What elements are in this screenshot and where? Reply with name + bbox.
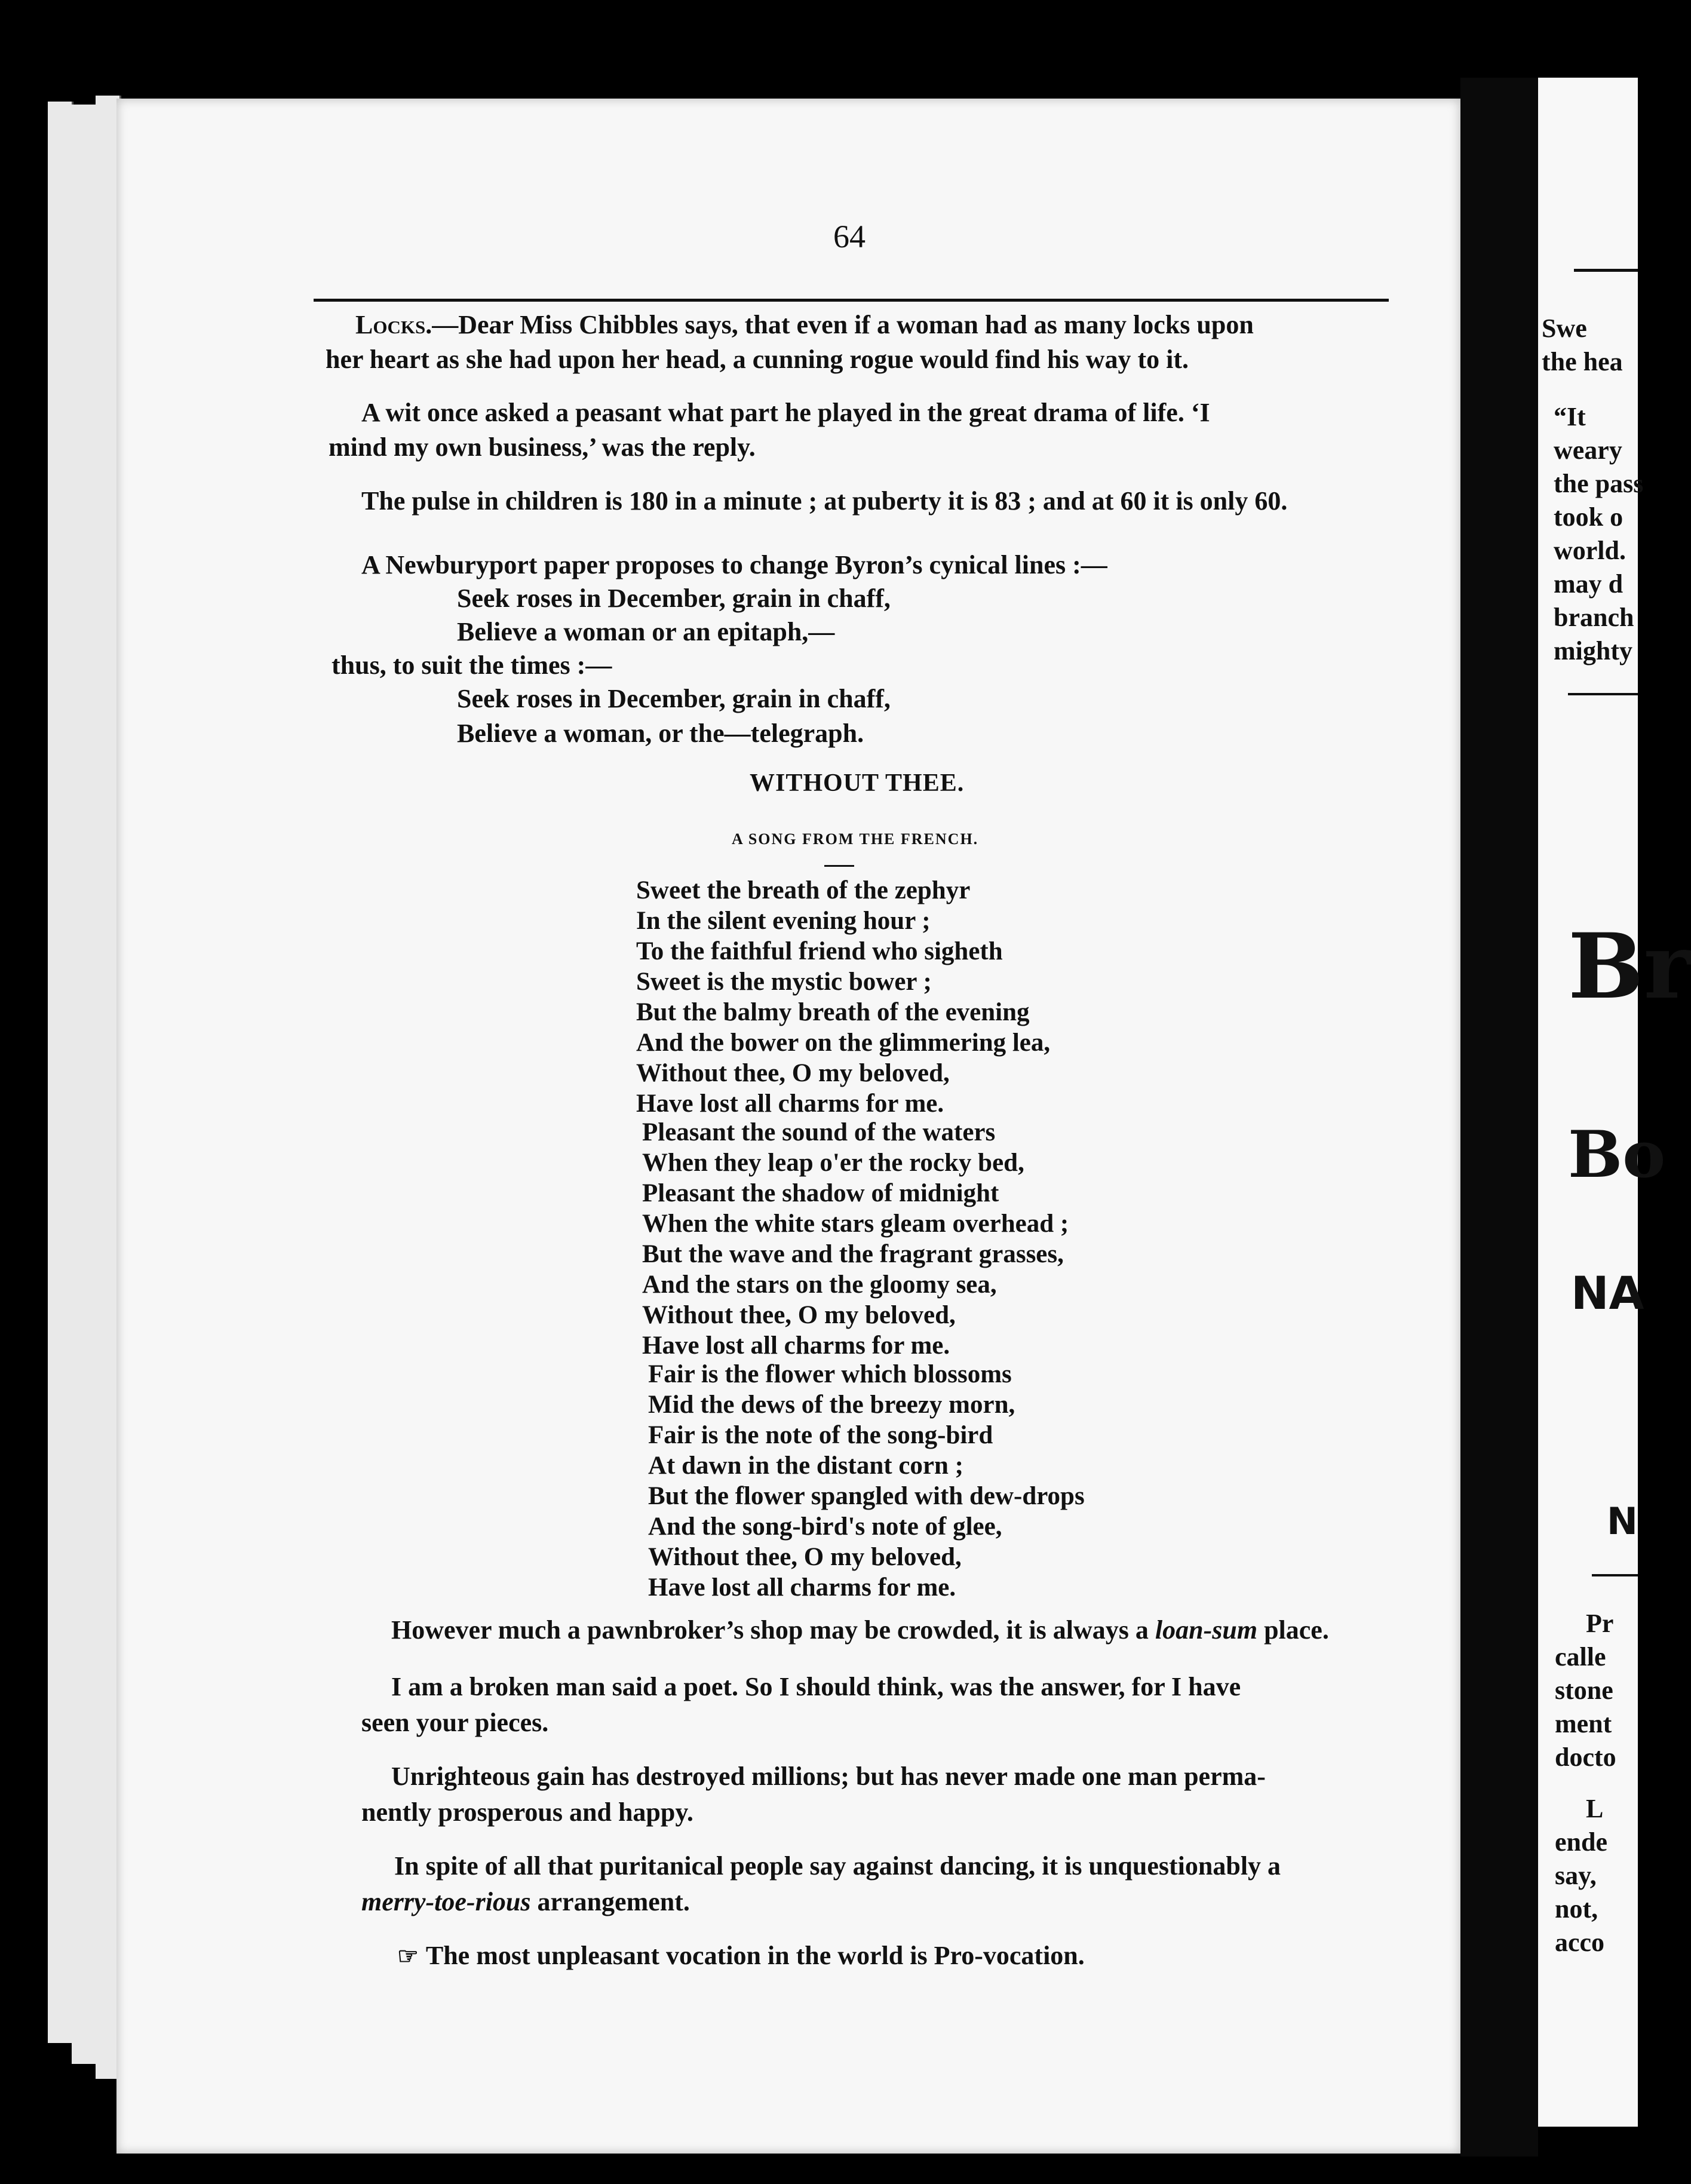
right-heading-2: Bo [1568,1117,1666,1192]
locks-paragraph-line1: Locks.—Dear Miss Chibbles says, that even if a woman had as many locks upon [355,310,1254,339]
newburyport-verse-1: Seek roses in December, grain in chaff, [457,584,891,613]
right-line: world. [1554,536,1626,565]
right-line: the hea [1542,347,1623,376]
newburyport-intro: A Newburyport paper proposes to change Byron’s cynical lines :— [361,550,1107,579]
wit-paragraph-line2: mind my own business,’ was the reply. [329,432,756,462]
right-line: L [1586,1794,1604,1823]
wit-paragraph-line1: A wit once asked a peasant what part he played in the great drama of life. ‘I [361,398,1210,427]
verse-line: Without thee, O my beloved, [636,1059,950,1087]
verse-line: Fair is the flower which blossoms [648,1360,1012,1388]
verse-line: Have lost all charms for me. [648,1573,956,1602]
verse-line: And the stars on the gloomy sea, [642,1271,997,1299]
pulse-paragraph: The pulse in children is 180 in a minute ; at puberty it is 83 ; and at 60 it is only 60. [361,486,1288,516]
poet-paragraph-line2: seen your pieces. [361,1708,549,1737]
poem-stanza-3 [648,1359,1085,1603]
right-page-fragment [1538,78,1691,2127]
book-gutter [1460,78,1538,2157]
verse-line: Without thee, O my beloved, [648,1543,962,1571]
verse-line: But the balmy breath of the evening [636,998,1030,1026]
verse-line: To the faithful friend who sigheth [636,937,1003,965]
right-line: mighty [1554,636,1632,665]
pawnbroker-pun: loan-sum [1155,1615,1258,1645]
right-line: may d [1554,569,1624,599]
locks-lead: Locks. [355,310,432,339]
verse-line: Have lost all charms for me. [636,1090,944,1118]
verse-line: Pleasant the sound of the waters [642,1118,996,1146]
right-line: ment [1555,1709,1612,1738]
right-line: weary [1554,435,1622,465]
verse-line: But the flower spangled with dew-drops [648,1482,1085,1510]
poet-paragraph-line1: I am a broken man said a poet. So I should think, was the answer, for I have [391,1672,1241,1701]
right-line: stone [1555,1676,1613,1705]
poem-stanza-2 [642,1117,1069,1361]
verse-line: Mid the dews of the breezy morn, [648,1391,1015,1419]
poem-rule [824,865,854,867]
dancing-paragraph-line1: In spite of all that puritanical people say against dancing, it is unquestionably a [394,1851,1281,1881]
pawnbroker-paragraph: However much a pawnbroker’s shop may be crowded, it is always a loan-sum place. [391,1615,1329,1645]
right-line: docto [1555,1743,1616,1772]
right-line: Swe [1542,314,1587,343]
right-short-rule [1568,693,1638,695]
verse-line: Fair is the note of the song-bird [648,1421,993,1449]
gain-paragraph-line1: Unrighteous gain has destroyed millions; but has never made one man perma- [391,1762,1266,1791]
right-line: Pr [1586,1609,1614,1638]
right-line: branch [1554,603,1634,632]
right-line: the pass [1554,469,1644,498]
pointing-hand-icon: ☞ [397,1943,419,1970]
page-stack-edge-2 [72,105,97,2064]
right-top-rule [1574,269,1638,272]
dancing-pun: merry-toe-rious [361,1887,531,1916]
right-heading-4: N [1607,1499,1638,1543]
newburyport-thus: thus, to suit the times :— [332,651,612,680]
verse-line: But the wave and the fragrant grasses, [642,1240,1064,1268]
right-heading-1: Br [1568,914,1691,1019]
newburyport-verse-3: Seek roses in December, grain in chaff, [457,684,891,713]
right-line: calle [1555,1642,1606,1671]
verse-line: At dawn in the distant corn ; [648,1452,963,1480]
top-rule [314,299,1389,302]
right-line: took o [1554,502,1624,532]
newburyport-verse-4: Believe a woman, or the—telegraph. [457,719,864,748]
newburyport-verse-2: Believe a woman or an epitaph,— [457,617,835,646]
right-line: acco [1555,1928,1605,1957]
verse-line: Have lost all charms for me. [642,1332,950,1360]
right-line: ende [1555,1827,1607,1857]
verse-line: When they leap o'er the rocky bed, [642,1149,1024,1177]
right-line: say, [1555,1861,1597,1890]
locks-paragraph-line2: her heart as she had upon her head, a cunning rogue would find his way to it. [326,345,1189,374]
verse-line: Sweet the breath of the zephyr [636,876,971,904]
verse-line: Without thee, O my beloved, [642,1301,956,1329]
left-page [116,99,1460,2154]
poem-title: WITHOUT THEE. [750,769,965,797]
page-number: 64 [833,219,866,254]
right-heading-3: NA [1571,1266,1644,1320]
right-line: not, [1555,1894,1598,1924]
verse-line: In the silent evening hour ; [636,907,931,935]
verse-line: Pleasant the shadow of midnight [642,1179,999,1207]
right-line: “It [1554,402,1586,431]
vocation-paragraph: ☞ The most unpleasant vocation in the world is Pro-vocation. [397,1938,1085,1974]
poem-stanza-1 [636,875,1050,1119]
verse-line: And the song-bird's note of glee, [648,1513,1002,1541]
page-stack-edge-1 [48,102,73,2043]
verse-line: Sweet is the mystic bower ; [636,968,932,996]
gain-paragraph-line2: nently prosperous and happy. [361,1797,693,1827]
poem-subtitle: A SONG FROM THE FRENCH. [732,830,979,848]
verse-line: And the bower on the glimmering lea, [636,1029,1051,1057]
right-bottom-rule [1592,1574,1638,1576]
verse-line: When the white stars gleam overhead ; [642,1210,1069,1238]
dancing-paragraph-line2: merry-toe-rious arrangement. [361,1887,690,1916]
